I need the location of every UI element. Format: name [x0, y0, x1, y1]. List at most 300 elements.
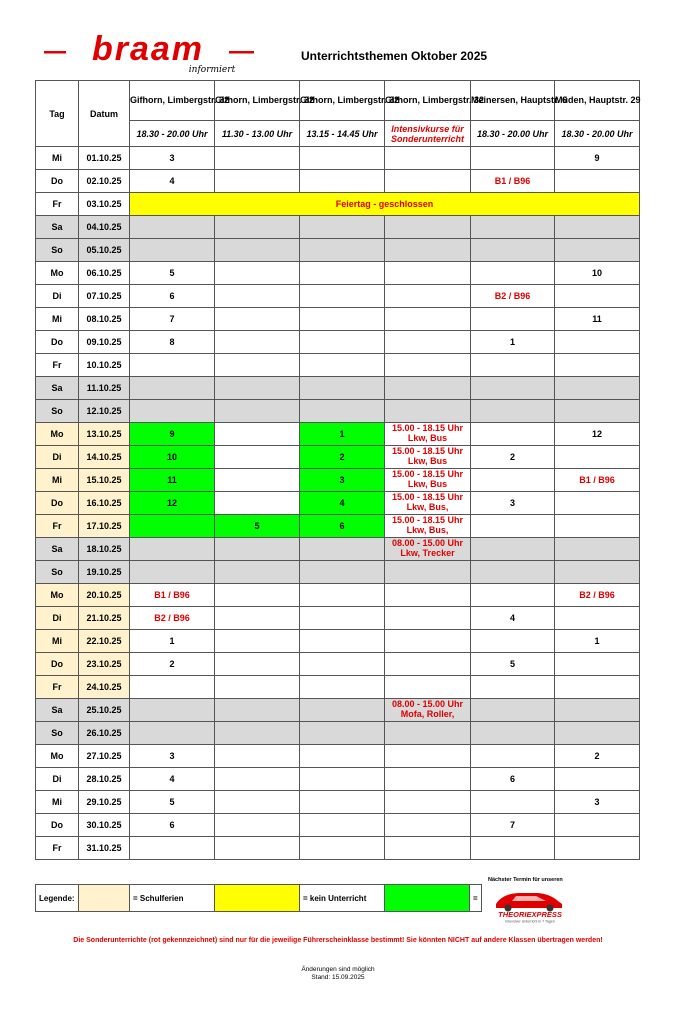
slot-cell: 6	[471, 768, 555, 791]
date-cell: 01.10.25	[79, 147, 130, 170]
empty-cell	[300, 331, 385, 354]
header-time: 13.15 - 14.45 Uhr	[300, 121, 385, 147]
empty-cell	[385, 653, 471, 676]
empty-cell	[471, 676, 555, 699]
day-cell: So	[36, 722, 79, 745]
empty-cell	[130, 515, 215, 538]
empty-cell	[471, 837, 555, 860]
date-cell: 11.10.25	[79, 377, 130, 400]
empty-cell	[215, 584, 300, 607]
table-row	[36, 170, 640, 193]
header-time: 18.30 - 20.00 Uhr	[130, 121, 215, 147]
empty-cell	[300, 837, 385, 860]
promo-tagline: Intensiver Unterricht in 7 Tagen	[505, 919, 555, 924]
slot-cell: 6	[130, 814, 215, 837]
table-row	[36, 400, 640, 423]
day-cell: Di	[36, 607, 79, 630]
slot-cell: 3	[130, 147, 215, 170]
empty-cell	[385, 814, 471, 837]
empty-cell	[300, 147, 385, 170]
table-row	[36, 354, 640, 377]
empty-cell	[130, 561, 215, 584]
slot-cell: 3	[471, 492, 555, 515]
legend-swatch-no-class	[215, 885, 300, 912]
slot-cell: 4	[130, 170, 215, 193]
day-cell: Fr	[36, 837, 79, 860]
empty-cell	[471, 699, 555, 722]
day-cell: So	[36, 239, 79, 262]
day-cell: Di	[36, 285, 79, 308]
empty-cell	[300, 262, 385, 285]
table-row	[36, 653, 640, 676]
empty-cell	[385, 354, 471, 377]
table-row	[36, 745, 640, 768]
day-cell: Do	[36, 492, 79, 515]
date-cell: 07.10.25	[79, 285, 130, 308]
empty-cell	[385, 308, 471, 331]
empty-cell	[300, 653, 385, 676]
empty-cell	[300, 676, 385, 699]
slot-cell: B1 / B96	[471, 170, 555, 193]
slot-cell: 7	[130, 308, 215, 331]
header-tag: Tag	[36, 81, 79, 147]
day-cell: Mi	[36, 630, 79, 653]
empty-cell	[215, 354, 300, 377]
table-row	[36, 262, 640, 285]
empty-cell	[300, 745, 385, 768]
date-cell: 04.10.25	[79, 216, 130, 239]
empty-cell	[555, 561, 640, 584]
date-cell: 21.10.25	[79, 607, 130, 630]
empty-cell	[215, 469, 300, 492]
slot-cell: 3	[130, 745, 215, 768]
day-cell: Mo	[36, 584, 79, 607]
empty-cell	[471, 538, 555, 561]
empty-cell	[300, 400, 385, 423]
empty-cell	[130, 239, 215, 262]
empty-cell	[215, 377, 300, 400]
empty-cell	[130, 377, 215, 400]
day-cell: Fr	[36, 515, 79, 538]
empty-cell	[555, 515, 640, 538]
empty-cell	[471, 262, 555, 285]
empty-cell	[471, 147, 555, 170]
day-cell: Mi	[36, 147, 79, 170]
day-cell: So	[36, 561, 79, 584]
empty-cell	[300, 216, 385, 239]
slot-cell: 10	[555, 262, 640, 285]
promo-label: Nächster Termin für unseren	[488, 877, 563, 883]
empty-cell	[555, 354, 640, 377]
slot-cell: 08.00 - 15.00 Uhr Mofa, Roller,	[385, 699, 471, 722]
empty-cell	[555, 653, 640, 676]
empty-cell	[300, 561, 385, 584]
slot-cell: 11	[130, 469, 215, 492]
slot-cell: 2	[300, 446, 385, 469]
empty-cell	[555, 768, 640, 791]
empty-cell	[471, 791, 555, 814]
empty-cell	[555, 492, 640, 515]
slot-cell: 2	[555, 745, 640, 768]
table-row	[36, 630, 640, 653]
empty-cell	[130, 216, 215, 239]
slot-cell: 1	[555, 630, 640, 653]
slot-cell: 15.00 - 18.15 Uhr Lkw, Bus	[385, 469, 471, 492]
table-row	[36, 538, 640, 561]
empty-cell	[215, 561, 300, 584]
day-cell: Sa	[36, 216, 79, 239]
empty-cell	[215, 262, 300, 285]
legend-swatch-vacation	[79, 885, 130, 912]
empty-cell	[555, 216, 640, 239]
date-cell: 10.10.25	[79, 354, 130, 377]
date-cell: 03.10.25	[79, 193, 130, 216]
slot-cell: 3	[555, 791, 640, 814]
empty-cell	[300, 239, 385, 262]
empty-cell	[215, 538, 300, 561]
slot-cell: 7	[471, 814, 555, 837]
day-cell: Mi	[36, 469, 79, 492]
slot-cell: B2 / B96	[130, 607, 215, 630]
day-cell: Do	[36, 814, 79, 837]
day-cell: Mo	[36, 745, 79, 768]
table-row	[36, 469, 640, 492]
empty-cell	[471, 722, 555, 745]
header-location: Müden, Hauptstr. 29	[555, 81, 640, 121]
empty-cell	[215, 400, 300, 423]
date-cell: 23.10.25	[79, 653, 130, 676]
empty-cell	[300, 584, 385, 607]
empty-cell	[471, 515, 555, 538]
empty-cell	[471, 308, 555, 331]
empty-cell	[130, 400, 215, 423]
empty-cell	[385, 170, 471, 193]
table-row	[36, 285, 640, 308]
day-cell: Di	[36, 446, 79, 469]
logo-line-left	[44, 51, 66, 54]
slot-cell: 12	[555, 423, 640, 446]
page-title: Unterrichtsthemen Oktober 2025	[301, 49, 488, 63]
table-row	[36, 607, 640, 630]
table-row	[36, 584, 640, 607]
empty-cell	[385, 584, 471, 607]
date-cell: 12.10.25	[79, 400, 130, 423]
legend	[35, 884, 482, 912]
slot-cell: 1	[471, 331, 555, 354]
empty-cell	[215, 768, 300, 791]
table-row	[36, 492, 640, 515]
empty-cell	[471, 377, 555, 400]
empty-cell	[555, 446, 640, 469]
slot-cell: 15.00 - 18.15 Uhr Lkw, Bus,	[385, 492, 471, 515]
empty-cell	[471, 630, 555, 653]
slot-cell: 2	[130, 653, 215, 676]
empty-cell	[555, 837, 640, 860]
empty-cell	[555, 285, 640, 308]
date-cell: 06.10.25	[79, 262, 130, 285]
empty-cell	[385, 745, 471, 768]
empty-cell	[300, 699, 385, 722]
changes-line: Änderungen sind möglich	[301, 966, 375, 973]
empty-cell	[385, 285, 471, 308]
empty-cell	[471, 469, 555, 492]
slot-cell: B1 / B96	[555, 469, 640, 492]
stand-date: Stand: 15.09.2025	[311, 974, 365, 981]
empty-cell	[215, 791, 300, 814]
empty-cell	[385, 561, 471, 584]
day-cell: So	[36, 400, 79, 423]
empty-cell	[215, 630, 300, 653]
date-cell: 16.10.25	[79, 492, 130, 515]
slot-cell: 4	[471, 607, 555, 630]
empty-cell	[300, 308, 385, 331]
empty-cell	[385, 768, 471, 791]
empty-cell	[555, 676, 640, 699]
slot-cell: 4	[130, 768, 215, 791]
empty-cell	[555, 814, 640, 837]
slot-cell: 15.00 - 18.15 Uhr Lkw, Bus	[385, 446, 471, 469]
braam-logo	[44, 30, 254, 78]
slot-cell: 11	[555, 308, 640, 331]
empty-cell	[385, 377, 471, 400]
empty-cell	[555, 699, 640, 722]
slot-cell: 4	[300, 492, 385, 515]
slot-cell: 2	[471, 446, 555, 469]
empty-cell	[385, 147, 471, 170]
date-cell: 08.10.25	[79, 308, 130, 331]
table-row	[36, 308, 640, 331]
table-row	[36, 676, 640, 699]
slot-cell: 08.00 - 15.00 Uhr Lkw, Trecker	[385, 538, 471, 561]
date-cell: 14.10.25	[79, 446, 130, 469]
legend-special-text: =	[470, 885, 482, 912]
date-cell: 26.10.25	[79, 722, 130, 745]
date-cell: 27.10.25	[79, 745, 130, 768]
date-cell: 24.10.25	[79, 676, 130, 699]
date-cell: 22.10.25	[79, 630, 130, 653]
slot-cell: 6	[300, 515, 385, 538]
legend-vacation-text: = Schulferien	[130, 885, 215, 912]
empty-cell	[215, 745, 300, 768]
empty-cell	[215, 285, 300, 308]
slot-cell: B1 / B96	[130, 584, 215, 607]
day-cell: Mi	[36, 791, 79, 814]
logo-tagline: informiert	[188, 65, 236, 75]
header-location: Gifhorn, Limbergstr. 32	[385, 81, 471, 121]
empty-cell	[555, 331, 640, 354]
day-cell: Fr	[36, 676, 79, 699]
slot-cell: 6	[130, 285, 215, 308]
empty-cell	[300, 354, 385, 377]
table-row	[36, 193, 640, 216]
empty-cell	[555, 377, 640, 400]
slot-cell: 9	[555, 147, 640, 170]
header-time: 11.30 - 13.00 Uhr	[215, 121, 300, 147]
slot-cell: 15.00 - 18.15 Uhr Lkw, Bus,	[385, 515, 471, 538]
legend-label: Legende:	[36, 885, 79, 912]
table-row	[36, 331, 640, 354]
table-row	[36, 699, 640, 722]
slot-cell: 1	[300, 423, 385, 446]
footnote: Die Sonderunterrichte (rot gekennzeichnet) sind nur für die jeweilige Führerscheinklasse bestimmt! Sie könnten NICHT auf andere Klassen übertragen werden!	[73, 937, 603, 944]
legend-no-class-text: = kein Unterricht	[300, 885, 385, 912]
slot-cell: 5	[130, 262, 215, 285]
date-cell: 20.10.25	[79, 584, 130, 607]
empty-cell	[555, 607, 640, 630]
table-row	[36, 147, 640, 170]
empty-cell	[300, 768, 385, 791]
empty-cell	[215, 147, 300, 170]
empty-cell	[130, 676, 215, 699]
date-cell: 02.10.25	[79, 170, 130, 193]
empty-cell	[385, 722, 471, 745]
header-time: 18.30 - 20.00 Uhr	[471, 121, 555, 147]
empty-cell	[215, 814, 300, 837]
table-row	[36, 446, 640, 469]
date-cell: 17.10.25	[79, 515, 130, 538]
date-cell: 05.10.25	[79, 239, 130, 262]
header-location: Gifhorn, Limbergstr. 32	[215, 81, 300, 121]
empty-cell	[215, 239, 300, 262]
table-row	[36, 377, 640, 400]
empty-cell	[215, 446, 300, 469]
empty-cell	[215, 653, 300, 676]
slot-cell: 10	[130, 446, 215, 469]
day-cell: Mo	[36, 423, 79, 446]
day-cell: Sa	[36, 538, 79, 561]
empty-cell	[215, 492, 300, 515]
slot-cell: 1	[130, 630, 215, 653]
logo-wordmark: braam	[91, 30, 205, 68]
header-location: Meinersen, Hauptstr. 6	[471, 81, 555, 121]
date-cell: 25.10.25	[79, 699, 130, 722]
table-row	[36, 515, 640, 538]
slot-cell: 5	[471, 653, 555, 676]
empty-cell	[385, 676, 471, 699]
empty-cell	[385, 630, 471, 653]
empty-cell	[385, 331, 471, 354]
date-cell: 28.10.25	[79, 768, 130, 791]
theoriexpress-logo	[488, 886, 572, 924]
slot-cell: 12	[130, 492, 215, 515]
empty-cell	[471, 354, 555, 377]
empty-cell	[300, 630, 385, 653]
date-cell: 19.10.25	[79, 561, 130, 584]
empty-cell	[471, 745, 555, 768]
table-row	[36, 216, 640, 239]
date-cell: 31.10.25	[79, 837, 130, 860]
empty-cell	[555, 722, 640, 745]
empty-cell	[130, 837, 215, 860]
header-location: Gifhorn, Limbergstr. 32	[130, 81, 215, 121]
day-cell: Di	[36, 768, 79, 791]
empty-cell	[130, 538, 215, 561]
empty-cell	[215, 170, 300, 193]
empty-cell	[215, 722, 300, 745]
empty-cell	[471, 216, 555, 239]
table-row	[36, 561, 640, 584]
empty-cell	[300, 285, 385, 308]
slot-cell: 3	[300, 469, 385, 492]
date-cell: 09.10.25	[79, 331, 130, 354]
empty-cell	[555, 239, 640, 262]
day-cell: Sa	[36, 377, 79, 400]
day-cell: Do	[36, 331, 79, 354]
slot-cell: 5	[130, 791, 215, 814]
empty-cell	[300, 538, 385, 561]
empty-cell	[385, 837, 471, 860]
empty-cell	[215, 676, 300, 699]
empty-cell	[300, 814, 385, 837]
slot-cell: 5	[215, 515, 300, 538]
date-cell: 13.10.25	[79, 423, 130, 446]
logo-line-right	[229, 51, 254, 54]
holiday-cell: Feiertag - geschlossen	[130, 193, 640, 216]
legend-swatch-special	[385, 885, 470, 912]
date-cell: 29.10.25	[79, 791, 130, 814]
header-location: Gifhorn, Limbergstr. 32	[300, 81, 385, 121]
day-cell: Do	[36, 170, 79, 193]
slot-cell: B2 / B96	[471, 285, 555, 308]
empty-cell	[300, 607, 385, 630]
empty-cell	[215, 837, 300, 860]
day-cell: Do	[36, 653, 79, 676]
table-row	[36, 423, 640, 446]
promo-brand: THEORIEXPRESS	[498, 910, 562, 919]
date-cell: 30.10.25	[79, 814, 130, 837]
empty-cell	[215, 308, 300, 331]
empty-cell	[471, 423, 555, 446]
empty-cell	[385, 791, 471, 814]
slot-cell: 9	[130, 423, 215, 446]
empty-cell	[130, 722, 215, 745]
empty-cell	[215, 423, 300, 446]
slot-cell: 15.00 - 18.15 Uhr Lkw, Bus	[385, 423, 471, 446]
empty-cell	[385, 400, 471, 423]
empty-cell	[300, 170, 385, 193]
empty-cell	[385, 216, 471, 239]
date-cell: 15.10.25	[79, 469, 130, 492]
day-cell: Fr	[36, 193, 79, 216]
empty-cell	[300, 377, 385, 400]
empty-cell	[130, 699, 215, 722]
changes-note	[0, 966, 676, 982]
empty-cell	[130, 354, 215, 377]
header-datum: Datum	[79, 81, 130, 147]
empty-cell	[215, 331, 300, 354]
day-cell: Mi	[36, 308, 79, 331]
table-row	[36, 837, 640, 860]
empty-cell	[555, 170, 640, 193]
empty-cell	[300, 791, 385, 814]
header-time: 18.30 - 20.00 Uhr	[555, 121, 640, 147]
empty-cell	[385, 607, 471, 630]
day-cell: Fr	[36, 354, 79, 377]
empty-cell	[385, 239, 471, 262]
table-row	[36, 239, 640, 262]
slot-cell: 8	[130, 331, 215, 354]
slot-cell: B2 / B96	[555, 584, 640, 607]
empty-cell	[555, 400, 640, 423]
empty-cell	[555, 538, 640, 561]
empty-cell	[471, 584, 555, 607]
table-row	[36, 791, 640, 814]
empty-cell	[215, 216, 300, 239]
empty-cell	[300, 722, 385, 745]
schedule-table	[35, 80, 640, 860]
empty-cell	[471, 239, 555, 262]
table-row	[36, 722, 640, 745]
